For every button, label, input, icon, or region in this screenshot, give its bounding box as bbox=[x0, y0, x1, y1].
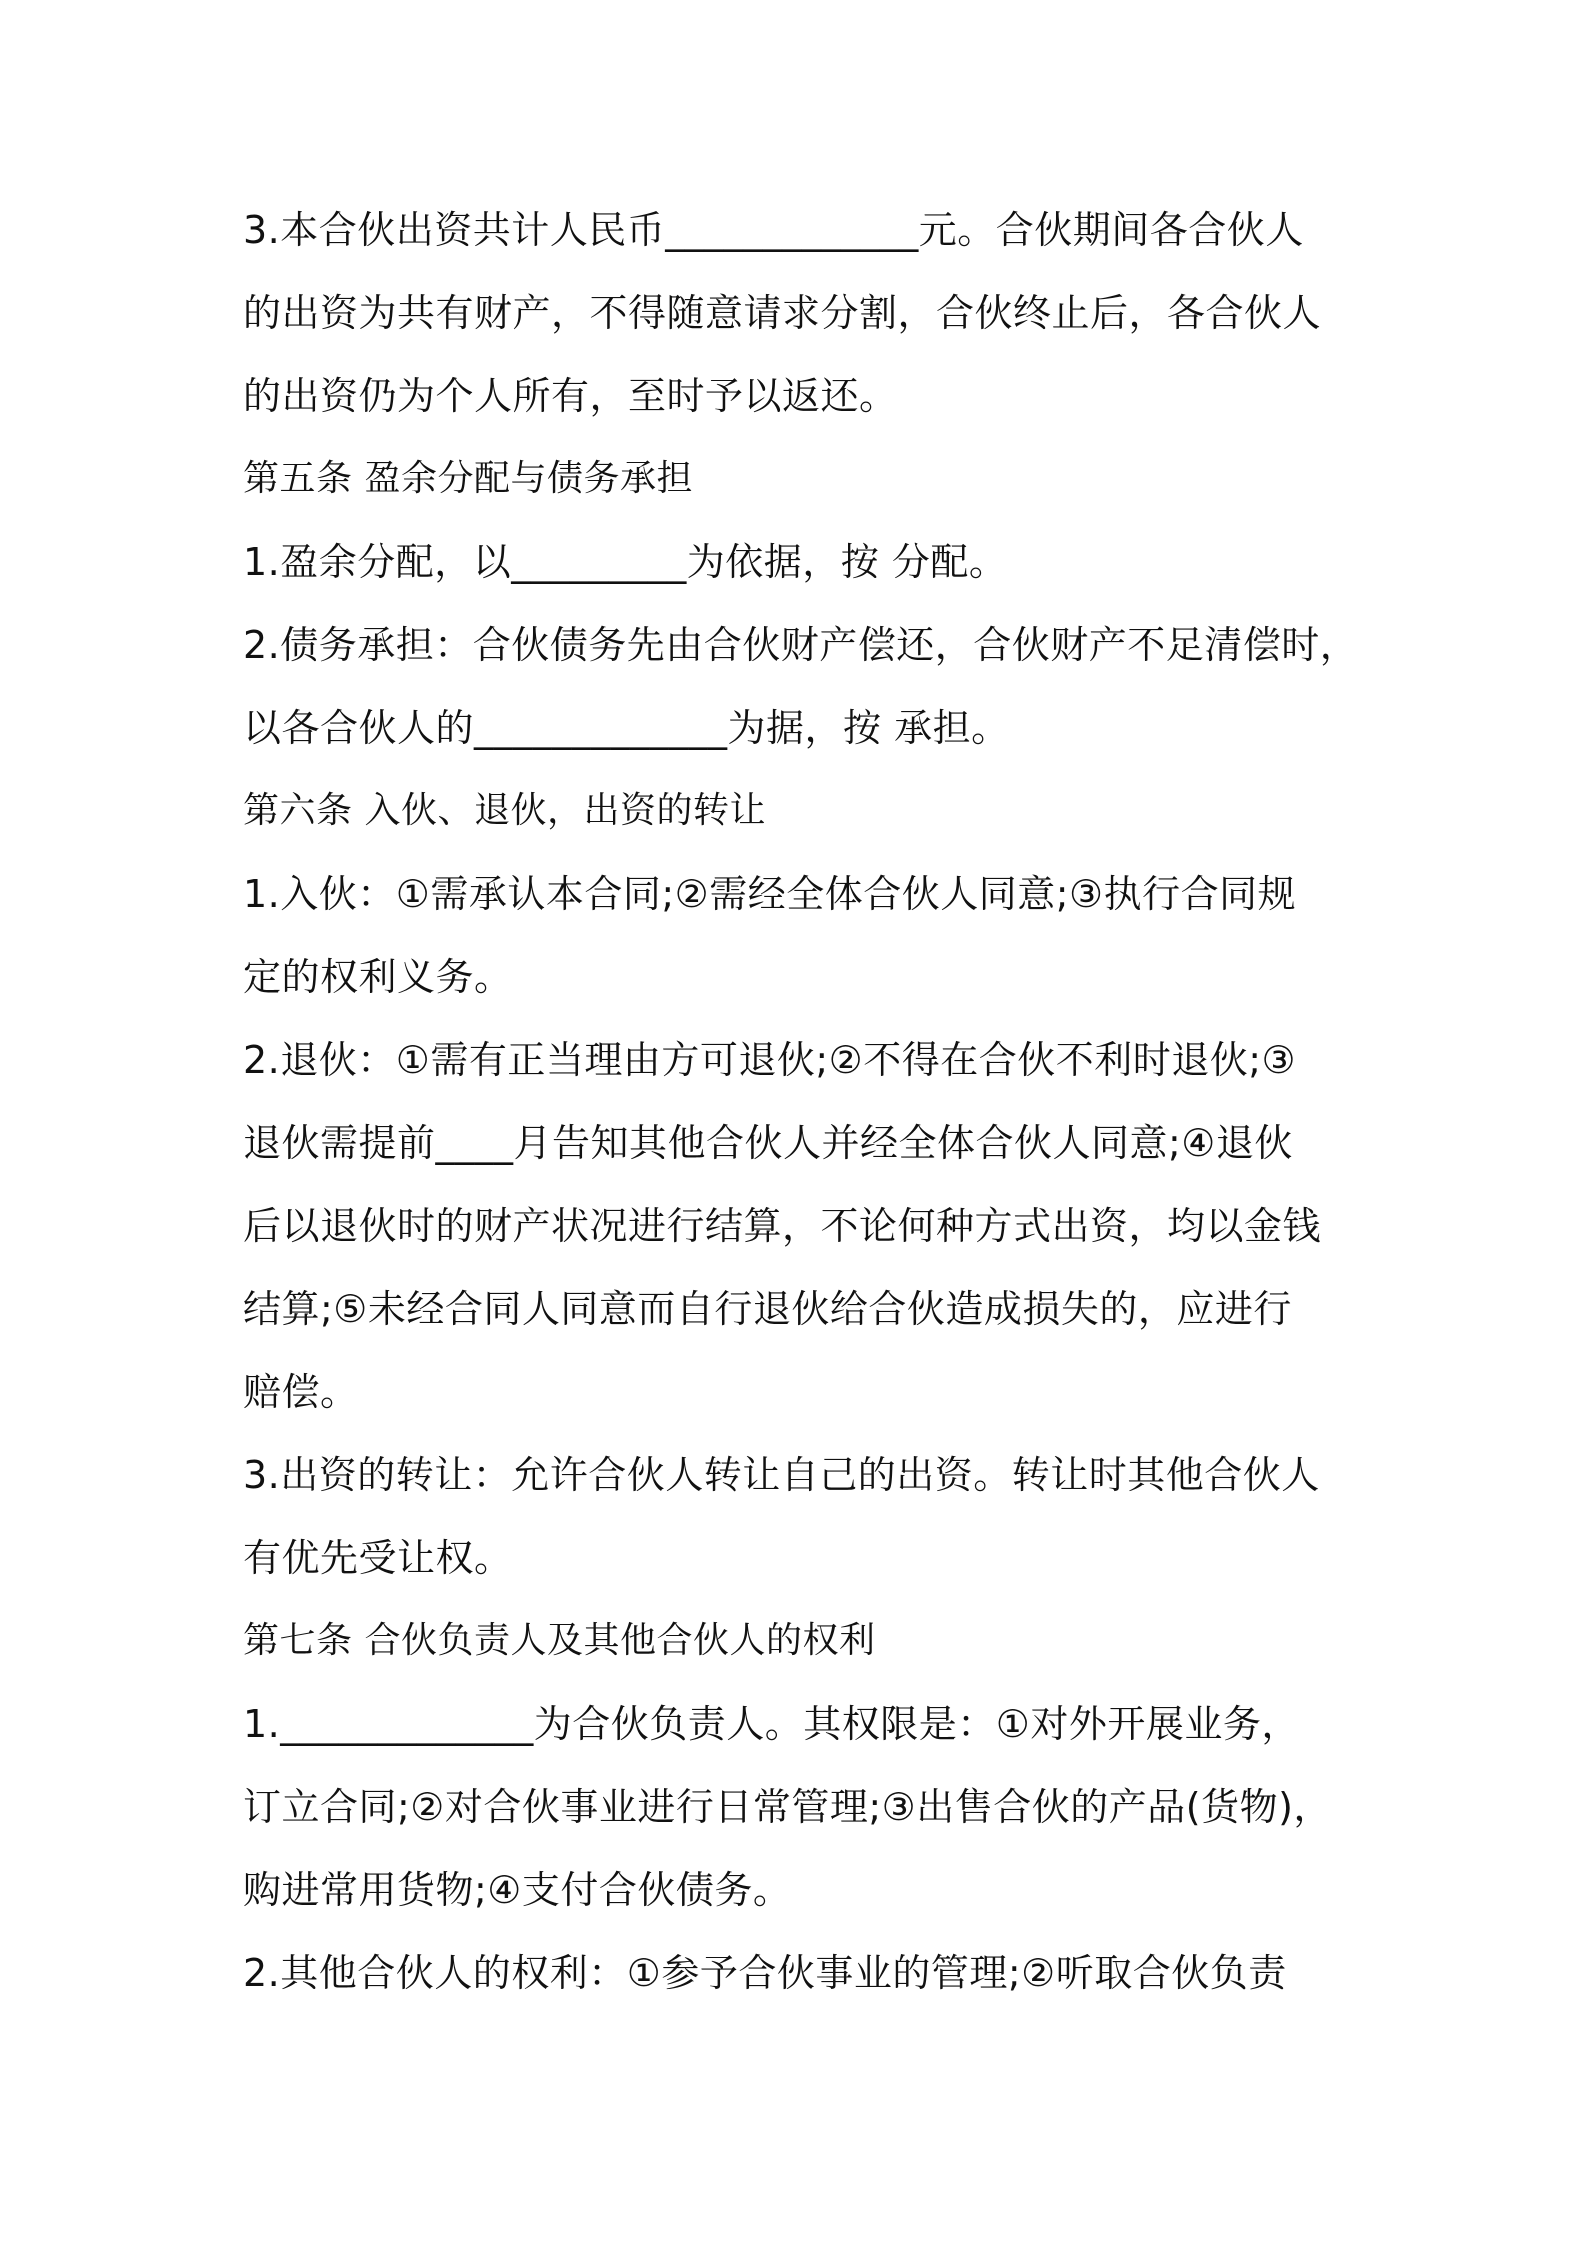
paragraph-line: 购进常用货物;④支付合伙债务。 bbox=[243, 1868, 792, 1912]
paragraph-line: 2.债务承担：合伙债务先由合伙财产偿还，合伙财产不足清偿时， bbox=[243, 623, 1359, 667]
section-heading: 第六条 入伙、退伙，出资的转让 bbox=[243, 790, 766, 831]
section-heading: 第七条 合伙负责人及其他合伙人的权利 bbox=[243, 1620, 876, 1661]
paragraph-line: 3.出资的转让：允许合伙人转让自己的出资。转让时其他合伙人 bbox=[243, 1453, 1320, 1497]
paragraph-line: 1.入伙：①需承认本合同;②需经全体合伙人同意;③执行合同规 bbox=[243, 872, 1297, 916]
paragraph-line: 有优先受让权。 bbox=[243, 1536, 513, 1580]
paragraph-line: 以各合伙人的_____________为据，按 承担。 bbox=[243, 706, 1010, 750]
paragraph-line: 1._____________为合伙负责人。其权限是：①对外开展业务， bbox=[243, 1702, 1300, 1746]
section-heading: 第五条 盈余分配与债务承担 bbox=[243, 458, 693, 499]
paragraph-line: 后以退伙时的财产状况进行结算，不论何种方式出资，均以金钱 bbox=[243, 1204, 1322, 1248]
paragraph-line: 结算;⑤未经合同人同意而自行退伙给合伙造成损失的，应进行 bbox=[243, 1287, 1292, 1331]
paragraph-line: 赔偿。 bbox=[243, 1370, 359, 1414]
paragraph-line: 的出资为共有财产，不得随意请求分割，合伙终止后，各合伙人 bbox=[243, 291, 1322, 335]
paragraph-line: 1.盈余分配，以_________为依据，按 分配。 bbox=[243, 540, 1008, 584]
paragraph-line: 2.退伙：①需有正当理由方可退伙;②不得在合伙不利时退伙;③ bbox=[243, 1038, 1297, 1082]
paragraph-line: 订立合同;②对合伙事业进行日常管理;③出售合伙的产品(货物)， bbox=[243, 1785, 1332, 1829]
paragraph-line: 3.本合伙出资共计人民币_____________元。合伙期间各合伙人 bbox=[243, 208, 1304, 252]
paragraph-line: 的出资仍为个人所有，至时予以返还。 bbox=[243, 374, 898, 418]
paragraph-line: 退伙需提前____月告知其他合伙人并经全体合伙人同意;④退伙 bbox=[243, 1121, 1293, 1165]
paragraph-line: 2.其他合伙人的权利：①参予合伙事业的管理;②听取合伙负责 bbox=[243, 1951, 1287, 1995]
paragraph-line: 定的权利义务。 bbox=[243, 955, 513, 999]
